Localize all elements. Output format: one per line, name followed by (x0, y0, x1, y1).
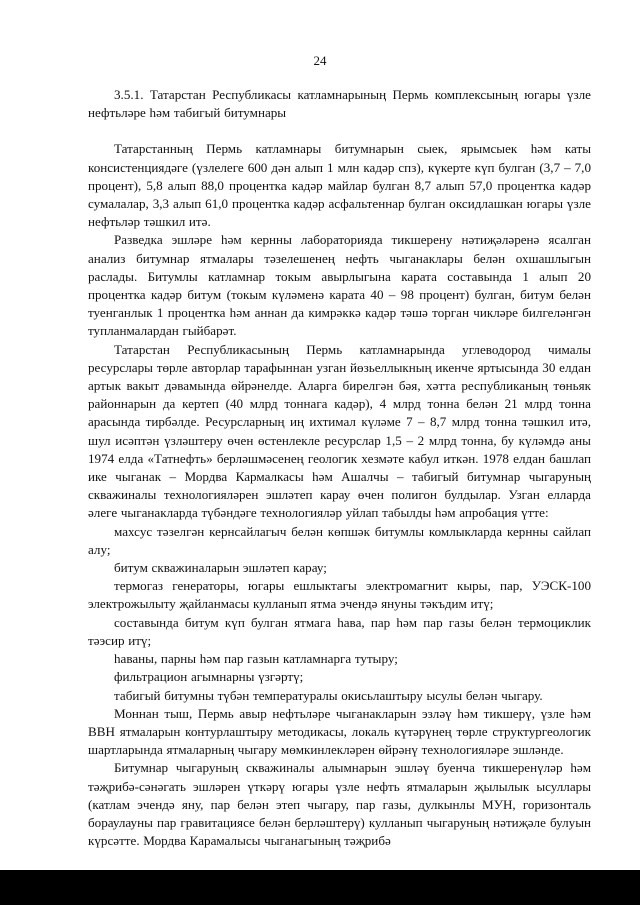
page-number: 24 (313, 53, 327, 68)
list-item-in-situ-combustion: термогаз генераторы, югары ешлыктагы электромагнит кыры, пар, УЭСК-100 электрожылыту җайланмасы кулланып ятма эчендә януны тәкъдим итү; (88, 578, 591, 612)
list-item-core-sampling: махсус тәзелгән кернсайлагыч белән көпшәк битумлы комлыкларда кернны сайлап алу; (88, 523, 591, 557)
paragraph-4: Моннан тыш, Пермь авыр нефтьләре чыганакларын эзләү һәм тикшерү, үзле һәм ВВН ятмаларын контурлаштыру методикасы, локаль күтәрүнең төрле структургеологик шартларында ятмаларның чыгару мөмкинлекләрен өйрәнү технологияләре эшләнде. (88, 705, 591, 758)
paragraph-5: Битумнар чыгаруның скважиналы алымнарын эшләү буенча тикшеренүләр һәм тәҗрибә-сәнәгать эшләрен үткәрү югары үзле нефть ятмаларын җылылык ысуллары (катлам эчендә яну, пар белән этеп чыгару, пар газы, дулкынлы МУН, горизонталь бораулауны пар гравитациясе белән берләштерү) кулланып чыгаруның нәтиҗәле булуын күрсәтте. Мордва Карамалысы чыганагының тәҗрибә (88, 760, 591, 849)
list-item-oxidation: табигый битумны түбән температуралы окисьлаштыру ысулы белән чыгару. (114, 687, 543, 703)
section-heading: 3.5.1. Татарстан Республикасы катламнарының Пермь комплексының югары үзле нефтьләре һәм табигый битумнары (88, 87, 591, 121)
list-item-filtration: фильтрацион агымнарны үзгәртү; (114, 669, 304, 685)
paragraph-1: Татарстанның Пермь катламнары битумнарын сыек, ярымсыек һәм каты консистенциядәге (үзлелеге 600 дән алып 1 млн кадәр спз), күкерте күп булган (3,7 – 7,0 процент), 5,8 алып 88,0 процентка кадәр майлар булган 8,7 алып 57,0 процентка кадәр сумалалар, 3,3 алып 61,0 процентка кадәр асфальтеннар булган оксидлашкан югары үзле нефтьләр тәшкил итә. (88, 141, 591, 230)
paragraph-2: Разведка эшләре һәм кернны лабораторияда тикшерену нәтиҗәләренә ясалган анализ битумнар ятмалары тәзелешенең нефть чыганаклары белән охшашлыгын раслады. Битумлы катламнар токым авырлыгына карата составында 1 алып 20 процентка кадәр битум (токым күләменә карата 40 – 98 процент) булган, битум белән туенганлык 1 процентка һәм аннан да кимрәккә кадәр тәшә торган чикләре билгеләнгән тупланмалардан гыйбарәт. (88, 232, 591, 339)
list-item-well-testing: битум скважиналарын эшләтеп карау; (114, 560, 327, 576)
list-item-thermocyclic: составында битум күп булган ятмага һава, пар һәм пар газы белән термоциклик тәэсир итү; (88, 614, 591, 648)
document-body (88, 86, 591, 850)
paragraph-3: Татарстан Республикасының Пермь катламнарында углеводород чималы ресурслары төрле авторлар тарафыннан узган йөзьеллыкның икенче яртысында 30 елдан артык вакыт дәвамында өйрәнелде. Аларга бирелгән бәя, хәтта республиканың төньяк районнарын да кертеп (40 млрд тоннага кадәр), 4 млрд тонна белән 21 млрд тонна арасында тирбәлде. Ресурсларның иң ихтимал күләме 7 – 8,7 млрд тонна тәшкил итә, шул исәптән үзләштеру өчен өстенлекле ресурслар 1,5 – 2 млрд тонна, бу күләмдә аны 1974 елда «Татнефть» берләшмәсенең геологик хезмәте кабул иткән. 1978 елдан башлап ике чыганак – Мордва Кармалкасы һәм Ашалчы – табигый битумнар чыгаруның скважиналы технологияләрен эшләтеп карау өчен полигон булдылар. Узган елларда әлеге чыганакларда түбәндәге технологияләр уйлап табылды һәм апробация үтте: (88, 341, 591, 521)
list-item-injection: һаваны, парны һәм пар газын катламнарга тутыру; (114, 651, 398, 667)
scan-border-bar (0, 870, 640, 905)
